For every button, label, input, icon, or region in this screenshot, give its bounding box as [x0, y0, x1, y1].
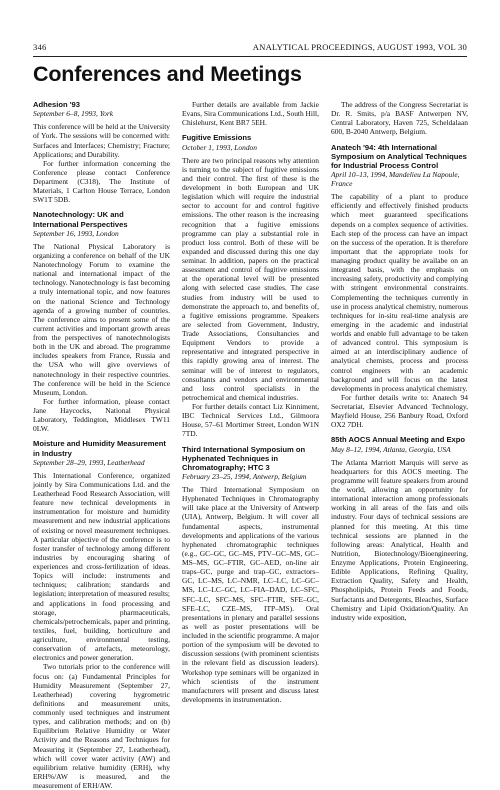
- event-date-location: February 23–25, 1994, Antwerp, Belgium: [182, 471, 307, 481]
- section-heading: Anatech '94: 4th International Symposium on Analytical Techniques for Industrial Process Control: [331, 142, 467, 170]
- event-date-location: September 28–29, 1993, Leatherhead: [33, 457, 145, 467]
- event-date-location: September 16, 1993, London: [33, 228, 119, 238]
- section-heading: Third International Symposium on Hyphenated Techniques in Chromatography; HTC 3: [182, 444, 306, 472]
- event-date-location: April 10–13, 1994, Mandelieu La Napoule, France: [331, 169, 460, 188]
- paragraph: For further information concerning the Conference please contact Conference Department (C318), The Institute of Materials, 1 Carlton House Terrace, London SW1T 5DB.: [33, 158, 170, 205]
- page-number: 346: [33, 42, 47, 52]
- paragraph: Two tutorials prior to the conference will focus on: (a) Fundamental Principles for Humidity Measurement (September 27, Leatherhead) covering hygrometric definitions and measurement units, commonly used techniques and instrument types, and calibration methods; and on (b) Equilibrium Relative Humidity or Water Activity and the Reasons and Techniques for Measuring it (September 27, Leatherhead), which will cover water activity (AW) and equilibrium relative humidity (ERH), why ERH%/AW is measured, and the measurement of ERH/AW.: [33, 662, 170, 790]
- event-date-location: May 8–12, 1994, Atlanta, Georgia, USA: [331, 444, 451, 454]
- paragraph: This International Conference, organized jointly by Sira Communications Ltd. and the Leatherhead Food Research Association, will feature new technical developments in instrumentation for moisture and humidity measurement and new industrial applications of existing or novel measurement techniques. A particular objective of the conference is to foster transfer of technology among different industries by encouraging sharing of experiences and cross-fertilization of ideas. Topics will include: instruments and techniques; calibration; standards and legislation; interpretation of measured results; and applications in food processing and storage, pharmaceuticals, chemicals/petrochemicals, paper and printing, textiles, fuel, building, horticulture and agriculture, environmental testing, conservation of artefacts, meteorology, electronics and power generation.: [33, 470, 170, 663]
- paragraph: The Atlanta Marriott Marquis will serve as headquarters for this AOCS meeting. The programme will feature speakers from around the world, allowing an opportunity for international interaction among professionals working in all areas of the fats and oils industry. Four days of technical sessions are planned for this meeting. At this time technical sessions are planned in the following areas: Analytical, Health and Nutrition, Biotechnology/Bioengineering, Enzyme Applications, Protein Engineering, Edible Applications, Refining Quality, Extraction Quality, Safety and Health, Phospholipids, Protein Feeds and Foods, Surfactants and Detergents, Bleaches, Surface Chemistry and Lipid Oxidation/Quality. An industry wide exposition,: [331, 457, 468, 622]
- paragraph: The capability of a plant to produce efficiently and effectively finished products which meet guaranteed specifications depends on a complex sequence of activities. Each step of the process can have an impact on the success of the operation. It is therefore important that the appropriate tools for managing product quality be availabe on an integrated basis, with the emphasis on increasing safety, productivity and complying with stringent environmental constraints. Complementing the techniques currently in use in process analytical chemistry, numerous techniques for in-situ real-time analysis are emerging in the academic and industrial worlds and enable full advantage to be taken of advanced control. This symposium is aimed at an interdisciplinary audience of analytical chemists, process and process control engineers with an academic background and will focus on the latest developments in process analytical chemistry.: [331, 192, 468, 393]
- section-heading: Moisture and Humidity Measurement in Industry: [33, 439, 166, 458]
- event-date-location: September 6–8, 1993, York: [33, 109, 114, 119]
- paragraph: The Third International Symposium on Hyphenated Techniques in Chromatography will take place at the University of Antwerp (UIA), Antwerp, Belgium. It will cover all fundamental aspects, instrumental developments and applications of the various hyphenated chromatographic techniques (e.g., GC–GC, GC–MS, PTV–GC–MS, GC–MS–MS, GC–FTIR, GC–AED, on-line air traps–GC, purge and trap–GC, extractors–GC, LC–MS, LC–NMR, LC–LC, LC–GC–MS, LC–LC–GC, LC–FIA–DAD, LC–SFC, SFC–LC, SFC–MS, SFC–FTIR, SFE–GC, SFE–LC, CZE–MS, ITP–MS). Oral presentations in plenary and parallel sessions as well as poster presentations will be included in the scientific programme. A major portion of the symposium will be devoted to discussion sessions (with prominent scientists in the relevant field as discussion leaders). Workshop type seminars will be organized in which scientists of the instrument manufacturers will present and discuss latest developments in instrumentation.: [182, 485, 319, 704]
- section-heading: Nanotechnology: UK and International Perspectives: [33, 210, 128, 229]
- paragraph: This conference will be held at the University of York. The sessions will be concerned with: Surfaces and Interfaces; Chemistry; Fracture; Applications; and Durability.: [33, 122, 170, 159]
- section-heading: Adhesion '93: [33, 100, 80, 109]
- event-date-location: October 1, 1993, London: [182, 142, 257, 152]
- section-heading: Fugitive Emissions: [182, 133, 252, 143]
- paragraph: The National Physical Laboratory is organizing a conference on behalf of the UK Nanotechnology Forum to examine the national and international impact of the technology. Nanotechnology is fast becoming a truly international topic, and now features on the national Science and Technology agenda of a growing number of countries. The conference aims to present some of the current activities and important growth areas from the perspectives of nanotechnologists both in the UK and abroad. The programme includes speakers from France, Russia and the USA who will give overviews of nanotechnology in their respective countries. The conference will be held in the Science Museum, London.: [33, 241, 170, 397]
- paragraph: For further details contact Liz Kinniment, IBC Technical Services Ltd., Gilmoora House, 57–61 Mortimer Street, London W1N 7TD.: [182, 402, 319, 439]
- header-rule: [33, 56, 467, 57]
- paragraph: Further details are available from Jackie Evans, Sira Communications Ltd., South Hill, Chislehurst, Kent BR7 5EH.: [182, 100, 319, 128]
- page-title: Conferences and Meetings: [33, 62, 302, 86]
- section-heading: 85th AOCS Annual Meeting and Expo: [331, 435, 466, 445]
- column-2: [182, 100, 319, 704]
- paragraph: There are two principal reasons why attention is turning to the subject of fugitive emissions and their control. The first of these is the development in both European and UK legislation which will require the industrial sector to account for and control fugitive emissions. The other reason is the increasing recognition that a fugitive emissions programme can play a substantial role in product loss control. Both of these will be expanded and discussed during this one day seminar. In addition, papers on the practical assessment and control of fugitive emissions at the operational level will be presented along with selected case studies. The case studies from industry will be used to demonstrate the approach to, and benefits of, a fugitive emissions programme. Speakers are selected from Government, Industry, Trade Associations, Consultancies and Equipment Vendors to provide a representative and integrated perspective in this rapidly growing area of interest. The seminar will be of interest to regulators, consultants and vendors and environmental and loss control specialists in the petrochemical and chemical industries.: [182, 155, 319, 402]
- paragraph: For further details write to: Anatech 94 Secretariat, Elsevier Advanced Technology, Mayfield House, 256 Banbury Road, Oxford OX2 7DH.: [331, 392, 468, 430]
- column-3: [331, 100, 468, 622]
- running-header: [33, 42, 467, 54]
- column-1: [33, 100, 170, 790]
- paragraph: For further information, please contact Jane Haycocks, National Physical Laboratory, Teddington, Middlesex TW11 0LW.: [33, 396, 170, 434]
- paragraph: The address of the Congress Secretariat is Dr. R. Smits, p/a BASF Antwerpen NV, Central Laboratory, Haven 725, Scheldalaan 600, B-2040 Antwerp, Belgium.: [331, 100, 468, 137]
- journal-title: ANALYTICAL PROCEEDINGS, AUGUST 1993, VOL 30: [252, 42, 467, 52]
